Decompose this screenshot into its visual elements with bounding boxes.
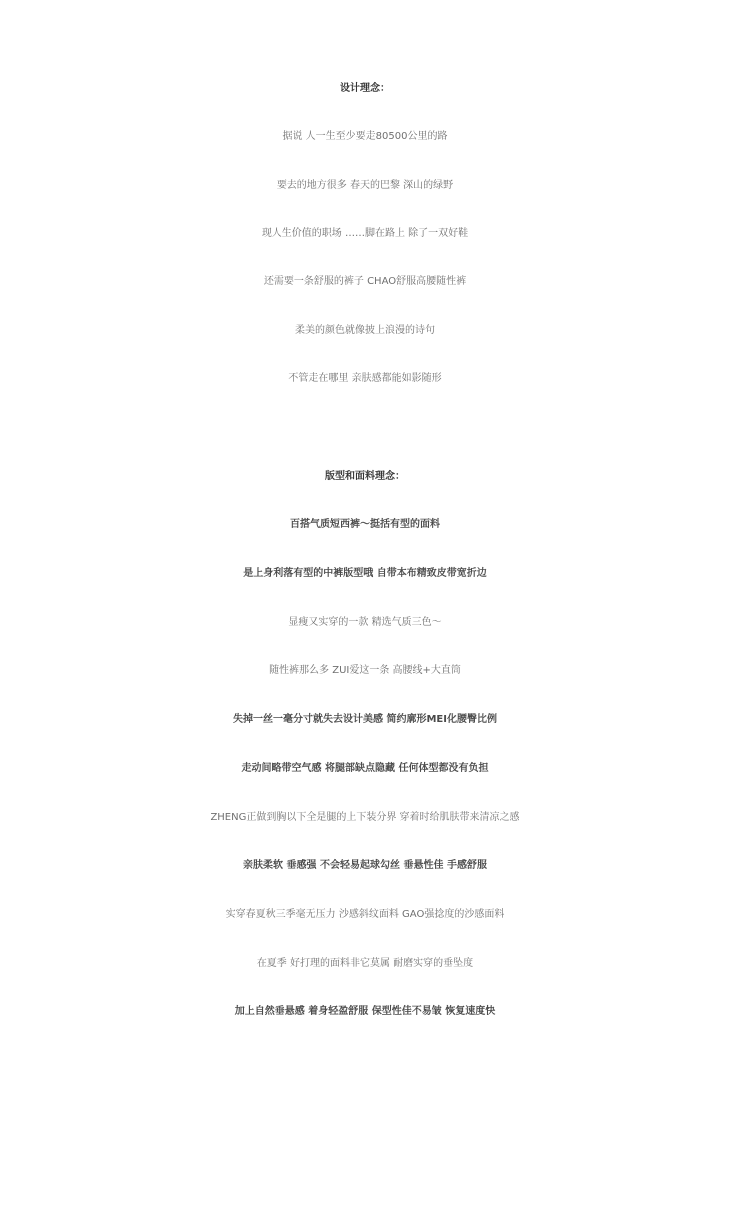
design-concept-line: 要去的地方很多 春天的巴黎 深山的绿野: [276, 180, 454, 191]
fabric-concept-title: 版型和面料理念：: [325, 471, 405, 482]
design-concept-line: 不管走在哪里 亲肤感都能如影随形: [288, 373, 442, 384]
fabric-concept-line: 显瘦又实穿的一款 精选气质三色～: [288, 617, 442, 628]
design-concept-line: 柔美的颜色就像披上浪漫的诗句: [295, 325, 435, 336]
design-concept-title: 设计理念：: [340, 83, 390, 94]
fabric-concept-line: 百搭气质短西裤～挺括有型的面料: [290, 519, 440, 530]
fabric-concept-line: 在夏季 好打理的面料非它莫属 耐磨实穿的垂坠度: [256, 958, 474, 969]
fabric-concept-line: 走动间略带空气感 将腿部缺点隐藏 任何体型都没有负担: [241, 763, 489, 774]
fabric-concept-line: 加上自然垂悬感 着身轻盈舒服 保型性佳不易皱 恢复速度快: [234, 1006, 496, 1017]
fabric-concept-line: 失掉一丝一毫分寸就失去设计美感 简约廓形MEI化腰臀比例: [233, 714, 497, 725]
fabric-concept-line: 是上身利落有型的中裤版型哦 自带本布精致皮带宽折边: [243, 568, 487, 579]
design-concept-line: 据说 人一生至少要走80500公里的路: [282, 131, 448, 142]
design-concept-line: 现人生价值的职场 ……脚在路上 除了一双好鞋: [261, 228, 469, 239]
fabric-concept-line: 亲肤柔软 垂感强 不会轻易起球勾丝 垂悬性佳 手感舒服: [243, 860, 487, 871]
fabric-concept-line: ZHENG正做到胸以下全是腿的上下装分界 穿着时给肌肤带来清凉之感: [210, 812, 520, 823]
fabric-concept-line: 随性裤那么多 ZUI爱这一条 高腰线+大直筒: [269, 665, 461, 676]
design-concept-line: 还需要一条舒服的裤子 CHAO舒服高腰随性裤: [263, 276, 467, 287]
fabric-concept-line: 实穿春夏秋三季毫无压力 沙感斜纹面料 GAO强捻度的沙感面料: [225, 909, 505, 920]
